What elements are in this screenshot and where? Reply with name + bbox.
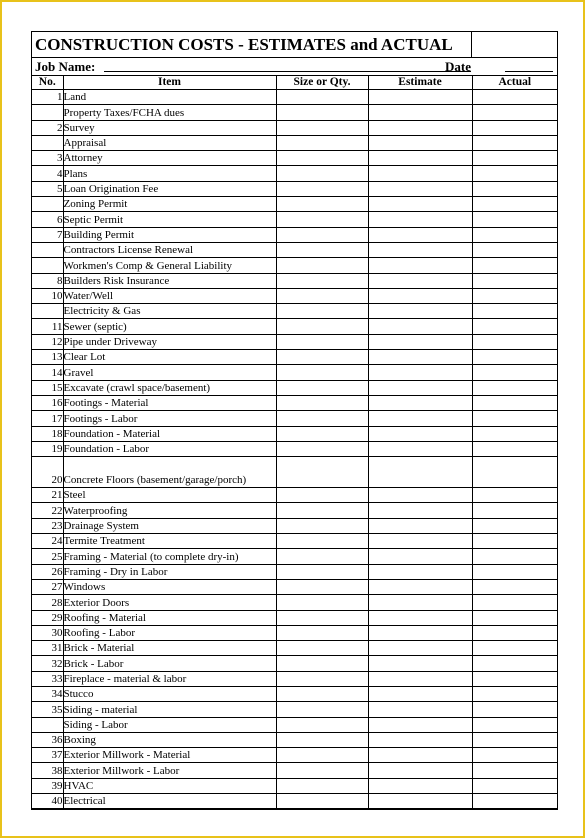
row-number: 12 [32, 334, 63, 349]
row-estimate-cell[interactable] [368, 564, 472, 579]
row-number: 34 [32, 686, 63, 701]
row-estimate-cell[interactable] [368, 426, 472, 441]
row-estimate-cell[interactable] [368, 441, 472, 456]
title-row [32, 32, 557, 58]
row-estimate-cell[interactable] [368, 319, 472, 334]
row-number [32, 258, 63, 273]
row-actual-cell[interactable] [472, 90, 557, 105]
row-item: Siding - material [63, 702, 276, 717]
row-item: Workmen's Comp & General Liability [63, 258, 276, 273]
row-item: Foundation - Labor [63, 441, 276, 456]
row-number: 38 [32, 763, 63, 778]
row-item: Pipe under Driveway [63, 334, 276, 349]
row-number: 36 [32, 732, 63, 747]
row-estimate-cell[interactable] [368, 549, 472, 564]
table-row [32, 534, 557, 549]
col-header-estimate: Estimate [368, 76, 472, 90]
table-row [32, 120, 557, 135]
row-actual-cell[interactable] [472, 763, 557, 778]
row-actual-cell[interactable] [472, 686, 557, 701]
table-row [32, 181, 557, 196]
row-number: 33 [32, 671, 63, 686]
row-actual-cell[interactable] [472, 441, 557, 456]
col-header-actual: Actual [472, 76, 557, 90]
table-row [32, 395, 557, 410]
row-actual-cell[interactable] [472, 334, 557, 349]
row-number: 30 [32, 625, 63, 640]
row-item: Property Taxes/FCHA dues [63, 105, 276, 120]
row-number: 19 [32, 441, 63, 456]
row-estimate-cell[interactable] [368, 380, 472, 395]
row-estimate-cell[interactable] [368, 334, 472, 349]
row-item: Plans [63, 166, 276, 181]
row-number: 25 [32, 549, 63, 564]
row-number: 10 [32, 288, 63, 303]
row-number: 6 [32, 212, 63, 227]
table-row [32, 288, 557, 303]
row-actual-cell[interactable] [472, 625, 557, 640]
row-size-cell[interactable] [276, 181, 368, 196]
row-estimate-cell[interactable] [368, 365, 472, 380]
row-estimate-cell[interactable] [368, 135, 472, 150]
row-number: 40 [32, 794, 63, 809]
row-estimate-cell[interactable] [368, 717, 472, 732]
table-row [32, 227, 557, 242]
table-row [32, 350, 557, 365]
row-size-cell[interactable] [276, 763, 368, 778]
row-actual-cell[interactable] [472, 395, 557, 410]
row-size-cell[interactable] [276, 549, 368, 564]
row-item: Framing - Dry in Labor [63, 564, 276, 579]
title-blank-cell [472, 32, 557, 57]
row-size-cell[interactable] [276, 656, 368, 671]
row-estimate-cell[interactable] [368, 794, 472, 809]
table-row [32, 732, 557, 747]
row-actual-cell[interactable] [472, 135, 557, 150]
row-number: 14 [32, 365, 63, 380]
table-row [32, 549, 557, 564]
row-estimate-cell[interactable] [368, 120, 472, 135]
row-actual-cell[interactable] [472, 242, 557, 257]
row-number: 11 [32, 319, 63, 334]
row-item: Drainage System [63, 518, 276, 533]
row-number: 13 [32, 350, 63, 365]
row-size-cell[interactable] [276, 794, 368, 809]
table-row [32, 90, 557, 105]
row-actual-cell[interactable] [472, 748, 557, 763]
row-size-cell[interactable] [276, 702, 368, 717]
row-actual-cell[interactable] [472, 732, 557, 747]
row-size-cell[interactable] [276, 304, 368, 319]
row-actual-cell[interactable] [472, 197, 557, 212]
row-item: Building Permit [63, 227, 276, 242]
row-item: Framing - Material (to complete dry-in) [63, 549, 276, 564]
row-item: Sewer (septic) [63, 319, 276, 334]
row-estimate-cell[interactable] [368, 732, 472, 747]
row-number: 5 [32, 181, 63, 196]
row-item: Water/Well [63, 288, 276, 303]
row-item: Gravel [63, 365, 276, 380]
row-actual-cell[interactable] [472, 181, 557, 196]
row-item: Electrical [63, 794, 276, 809]
table-row [32, 686, 557, 701]
row-item: Steel [63, 488, 276, 503]
job-name-label: Job Name: [35, 59, 96, 74]
cost-table [32, 76, 557, 809]
row-item: Brick - Material [63, 641, 276, 656]
row-size-cell[interactable] [276, 227, 368, 242]
table-row [32, 564, 557, 579]
row-item: Waterproofing [63, 503, 276, 518]
table-row [32, 365, 557, 380]
row-size-cell[interactable] [276, 778, 368, 793]
row-number: 2 [32, 120, 63, 135]
row-item: Foundation - Material [63, 426, 276, 441]
row-item: Attorney [63, 151, 276, 166]
row-size-cell[interactable] [276, 365, 368, 380]
row-number: 20 [32, 457, 63, 488]
row-size-cell[interactable] [276, 426, 368, 441]
row-size-cell[interactable] [276, 350, 368, 365]
row-number: 15 [32, 380, 63, 395]
row-item: Concrete Floors (basement/garage/porch) [63, 457, 276, 488]
row-estimate-cell[interactable] [368, 702, 472, 717]
table-row [32, 197, 557, 212]
row-size-cell[interactable] [276, 534, 368, 549]
table-row [32, 319, 557, 334]
table-row [32, 778, 557, 793]
row-estimate-cell[interactable] [368, 242, 472, 257]
row-actual-cell[interactable] [472, 380, 557, 395]
row-estimate-cell[interactable] [368, 197, 472, 212]
row-number: 22 [32, 503, 63, 518]
row-number: 21 [32, 488, 63, 503]
row-size-cell[interactable] [276, 288, 368, 303]
row-size-cell[interactable] [276, 212, 368, 227]
table-row [32, 610, 557, 625]
row-size-cell[interactable] [276, 503, 368, 518]
row-item: Builders Risk Insurance [63, 273, 276, 288]
row-size-cell[interactable] [276, 135, 368, 150]
table-row [32, 717, 557, 732]
row-actual-cell[interactable] [472, 534, 557, 549]
row-number [32, 135, 63, 150]
row-size-cell[interactable] [276, 273, 368, 288]
row-size-cell[interactable] [276, 579, 368, 594]
row-actual-cell[interactable] [472, 120, 557, 135]
row-size-cell[interactable] [276, 457, 368, 488]
job-row [32, 58, 557, 76]
row-size-cell[interactable] [276, 151, 368, 166]
row-number: 24 [32, 534, 63, 549]
row-estimate-cell[interactable] [368, 304, 472, 319]
row-actual-cell[interactable] [472, 518, 557, 533]
table-row [32, 441, 557, 456]
row-actual-cell[interactable] [472, 166, 557, 181]
row-number: 37 [32, 748, 63, 763]
row-actual-cell[interactable] [472, 258, 557, 273]
table-row [32, 135, 557, 150]
row-estimate-cell[interactable] [368, 411, 472, 426]
row-size-cell[interactable] [276, 441, 368, 456]
row-size-cell[interactable] [276, 90, 368, 105]
row-actual-cell[interactable] [472, 288, 557, 303]
row-actual-cell[interactable] [472, 579, 557, 594]
row-item: Septic Permit [63, 212, 276, 227]
row-item: Footings - Material [63, 395, 276, 410]
row-actual-cell[interactable] [472, 564, 557, 579]
table-row [32, 748, 557, 763]
row-size-cell[interactable] [276, 748, 368, 763]
row-estimate-cell[interactable] [368, 518, 472, 533]
row-item: Excavate (crawl space/basement) [63, 380, 276, 395]
row-actual-cell[interactable] [472, 610, 557, 625]
row-number [32, 304, 63, 319]
row-size-cell[interactable] [276, 258, 368, 273]
row-estimate-cell[interactable] [368, 778, 472, 793]
row-actual-cell[interactable] [472, 365, 557, 380]
row-item: Stucco [63, 686, 276, 701]
table-row [32, 151, 557, 166]
row-size-cell[interactable] [276, 625, 368, 640]
table-row [32, 105, 557, 120]
row-item: Footings - Labor [63, 411, 276, 426]
table-row [32, 212, 557, 227]
row-actual-cell[interactable] [472, 641, 557, 656]
row-number [32, 197, 63, 212]
row-estimate-cell[interactable] [368, 457, 472, 488]
row-size-cell[interactable] [276, 686, 368, 701]
row-actual-cell[interactable] [472, 426, 557, 441]
row-number: 29 [32, 610, 63, 625]
row-size-cell[interactable] [276, 380, 368, 395]
row-estimate-cell[interactable] [368, 90, 472, 105]
row-actual-cell[interactable] [472, 411, 557, 426]
row-number: 8 [32, 273, 63, 288]
row-estimate-cell[interactable] [368, 686, 472, 701]
row-estimate-cell[interactable] [368, 273, 472, 288]
col-header-size: Size or Qty. [276, 76, 368, 90]
row-size-cell[interactable] [276, 166, 368, 181]
row-estimate-cell[interactable] [368, 181, 472, 196]
row-number: 39 [32, 778, 63, 793]
row-number [32, 105, 63, 120]
row-estimate-cell[interactable] [368, 641, 472, 656]
row-actual-cell[interactable] [472, 671, 557, 686]
date-blank-line[interactable] [505, 71, 553, 72]
table-row [32, 242, 557, 257]
row-number: 18 [32, 426, 63, 441]
row-estimate-cell[interactable] [368, 656, 472, 671]
row-number: 32 [32, 656, 63, 671]
row-size-cell[interactable] [276, 334, 368, 349]
row-item: Boxing [63, 732, 276, 747]
row-estimate-cell[interactable] [368, 625, 472, 640]
row-estimate-cell[interactable] [368, 288, 472, 303]
table-header-row [32, 76, 557, 90]
table-row [32, 625, 557, 640]
row-estimate-cell[interactable] [368, 534, 472, 549]
job-name-blank-line[interactable] [104, 71, 471, 72]
row-estimate-cell[interactable] [368, 610, 472, 625]
row-estimate-cell[interactable] [368, 212, 472, 227]
row-item: Roofing - Labor [63, 625, 276, 640]
row-number: 7 [32, 227, 63, 242]
row-estimate-cell[interactable] [368, 105, 472, 120]
table-row [32, 518, 557, 533]
row-number: 4 [32, 166, 63, 181]
row-number: 31 [32, 641, 63, 656]
row-estimate-cell[interactable] [368, 503, 472, 518]
row-actual-cell[interactable] [472, 105, 557, 120]
row-number: 16 [32, 395, 63, 410]
row-number: 23 [32, 518, 63, 533]
row-size-cell[interactable] [276, 242, 368, 257]
row-estimate-cell[interactable] [368, 258, 472, 273]
row-number [32, 242, 63, 257]
table-body [32, 90, 557, 809]
row-actual-cell[interactable] [472, 273, 557, 288]
table-row [32, 273, 557, 288]
table-row [32, 334, 557, 349]
table-row [32, 457, 557, 488]
row-actual-cell[interactable] [472, 778, 557, 793]
row-actual-cell[interactable] [472, 549, 557, 564]
row-number: 17 [32, 411, 63, 426]
row-number: 27 [32, 579, 63, 594]
row-number: 35 [32, 702, 63, 717]
row-item: HVAC [63, 778, 276, 793]
row-actual-cell[interactable] [472, 350, 557, 365]
row-estimate-cell[interactable] [368, 488, 472, 503]
row-item: Loan Origination Fee [63, 181, 276, 196]
col-header-no: No. [32, 76, 63, 90]
table-row [32, 579, 557, 594]
row-actual-cell[interactable] [472, 503, 557, 518]
row-item: Electricity & Gas [63, 304, 276, 319]
row-item: Siding - Labor [63, 717, 276, 732]
row-item: Survey [63, 120, 276, 135]
table-row [32, 763, 557, 778]
row-size-cell[interactable] [276, 411, 368, 426]
table-row [32, 656, 557, 671]
table-row [32, 595, 557, 610]
sheet-title: CONSTRUCTION COSTS - ESTIMATES and ACTUAL [32, 32, 472, 57]
row-item: Termite Treatment [63, 534, 276, 549]
table-row [32, 166, 557, 181]
row-size-cell[interactable] [276, 717, 368, 732]
row-estimate-cell[interactable] [368, 595, 472, 610]
table-row [32, 258, 557, 273]
row-size-cell[interactable] [276, 641, 368, 656]
row-estimate-cell[interactable] [368, 748, 472, 763]
row-number: 3 [32, 151, 63, 166]
row-item: Fireplace - material & labor [63, 671, 276, 686]
row-number: 1 [32, 90, 63, 105]
table-row [32, 503, 557, 518]
row-actual-cell[interactable] [472, 702, 557, 717]
row-item: Brick - Labor [63, 656, 276, 671]
row-number: 28 [32, 595, 63, 610]
row-size-cell[interactable] [276, 197, 368, 212]
row-size-cell[interactable] [276, 105, 368, 120]
row-size-cell[interactable] [276, 319, 368, 334]
table-row [32, 794, 557, 809]
row-actual-cell[interactable] [472, 595, 557, 610]
row-item: Appraisal [63, 135, 276, 150]
row-item: Land [63, 90, 276, 105]
row-actual-cell[interactable] [472, 212, 557, 227]
row-estimate-cell[interactable] [368, 671, 472, 686]
row-size-cell[interactable] [276, 120, 368, 135]
table-row [32, 380, 557, 395]
row-estimate-cell[interactable] [368, 151, 472, 166]
row-item: Zoning Permit [63, 197, 276, 212]
row-actual-cell[interactable] [472, 457, 557, 488]
col-header-item: Item [63, 76, 276, 90]
table-row [32, 702, 557, 717]
row-size-cell[interactable] [276, 610, 368, 625]
table-row [32, 411, 557, 426]
row-actual-cell[interactable] [472, 488, 557, 503]
row-number: 26 [32, 564, 63, 579]
row-size-cell[interactable] [276, 488, 368, 503]
row-actual-cell[interactable] [472, 656, 557, 671]
row-estimate-cell[interactable] [368, 227, 472, 242]
row-size-cell[interactable] [276, 518, 368, 533]
row-size-cell[interactable] [276, 671, 368, 686]
date-label: Date [445, 59, 471, 74]
row-estimate-cell[interactable] [368, 350, 472, 365]
row-item: Contractors License Renewal [63, 242, 276, 257]
row-estimate-cell[interactable] [368, 579, 472, 594]
table-row [32, 488, 557, 503]
row-item: Windows [63, 579, 276, 594]
row-number [32, 717, 63, 732]
table-row [32, 641, 557, 656]
row-actual-cell[interactable] [472, 794, 557, 809]
row-item: Roofing - Material [63, 610, 276, 625]
cost-sheet [31, 31, 558, 810]
row-item: Clear Lot [63, 350, 276, 365]
row-actual-cell[interactable] [472, 227, 557, 242]
table-row [32, 304, 557, 319]
row-size-cell[interactable] [276, 732, 368, 747]
row-estimate-cell[interactable] [368, 763, 472, 778]
table-row [32, 671, 557, 686]
row-actual-cell[interactable] [472, 319, 557, 334]
row-item: Exterior Doors [63, 595, 276, 610]
table-row [32, 426, 557, 441]
row-actual-cell[interactable] [472, 304, 557, 319]
row-item: Exterior Millwork - Material [63, 748, 276, 763]
row-size-cell[interactable] [276, 595, 368, 610]
row-item: Exterior Millwork - Labor [63, 763, 276, 778]
row-size-cell[interactable] [276, 564, 368, 579]
row-actual-cell[interactable] [472, 717, 557, 732]
row-estimate-cell[interactable] [368, 166, 472, 181]
row-estimate-cell[interactable] [368, 395, 472, 410]
row-actual-cell[interactable] [472, 151, 557, 166]
row-size-cell[interactable] [276, 395, 368, 410]
